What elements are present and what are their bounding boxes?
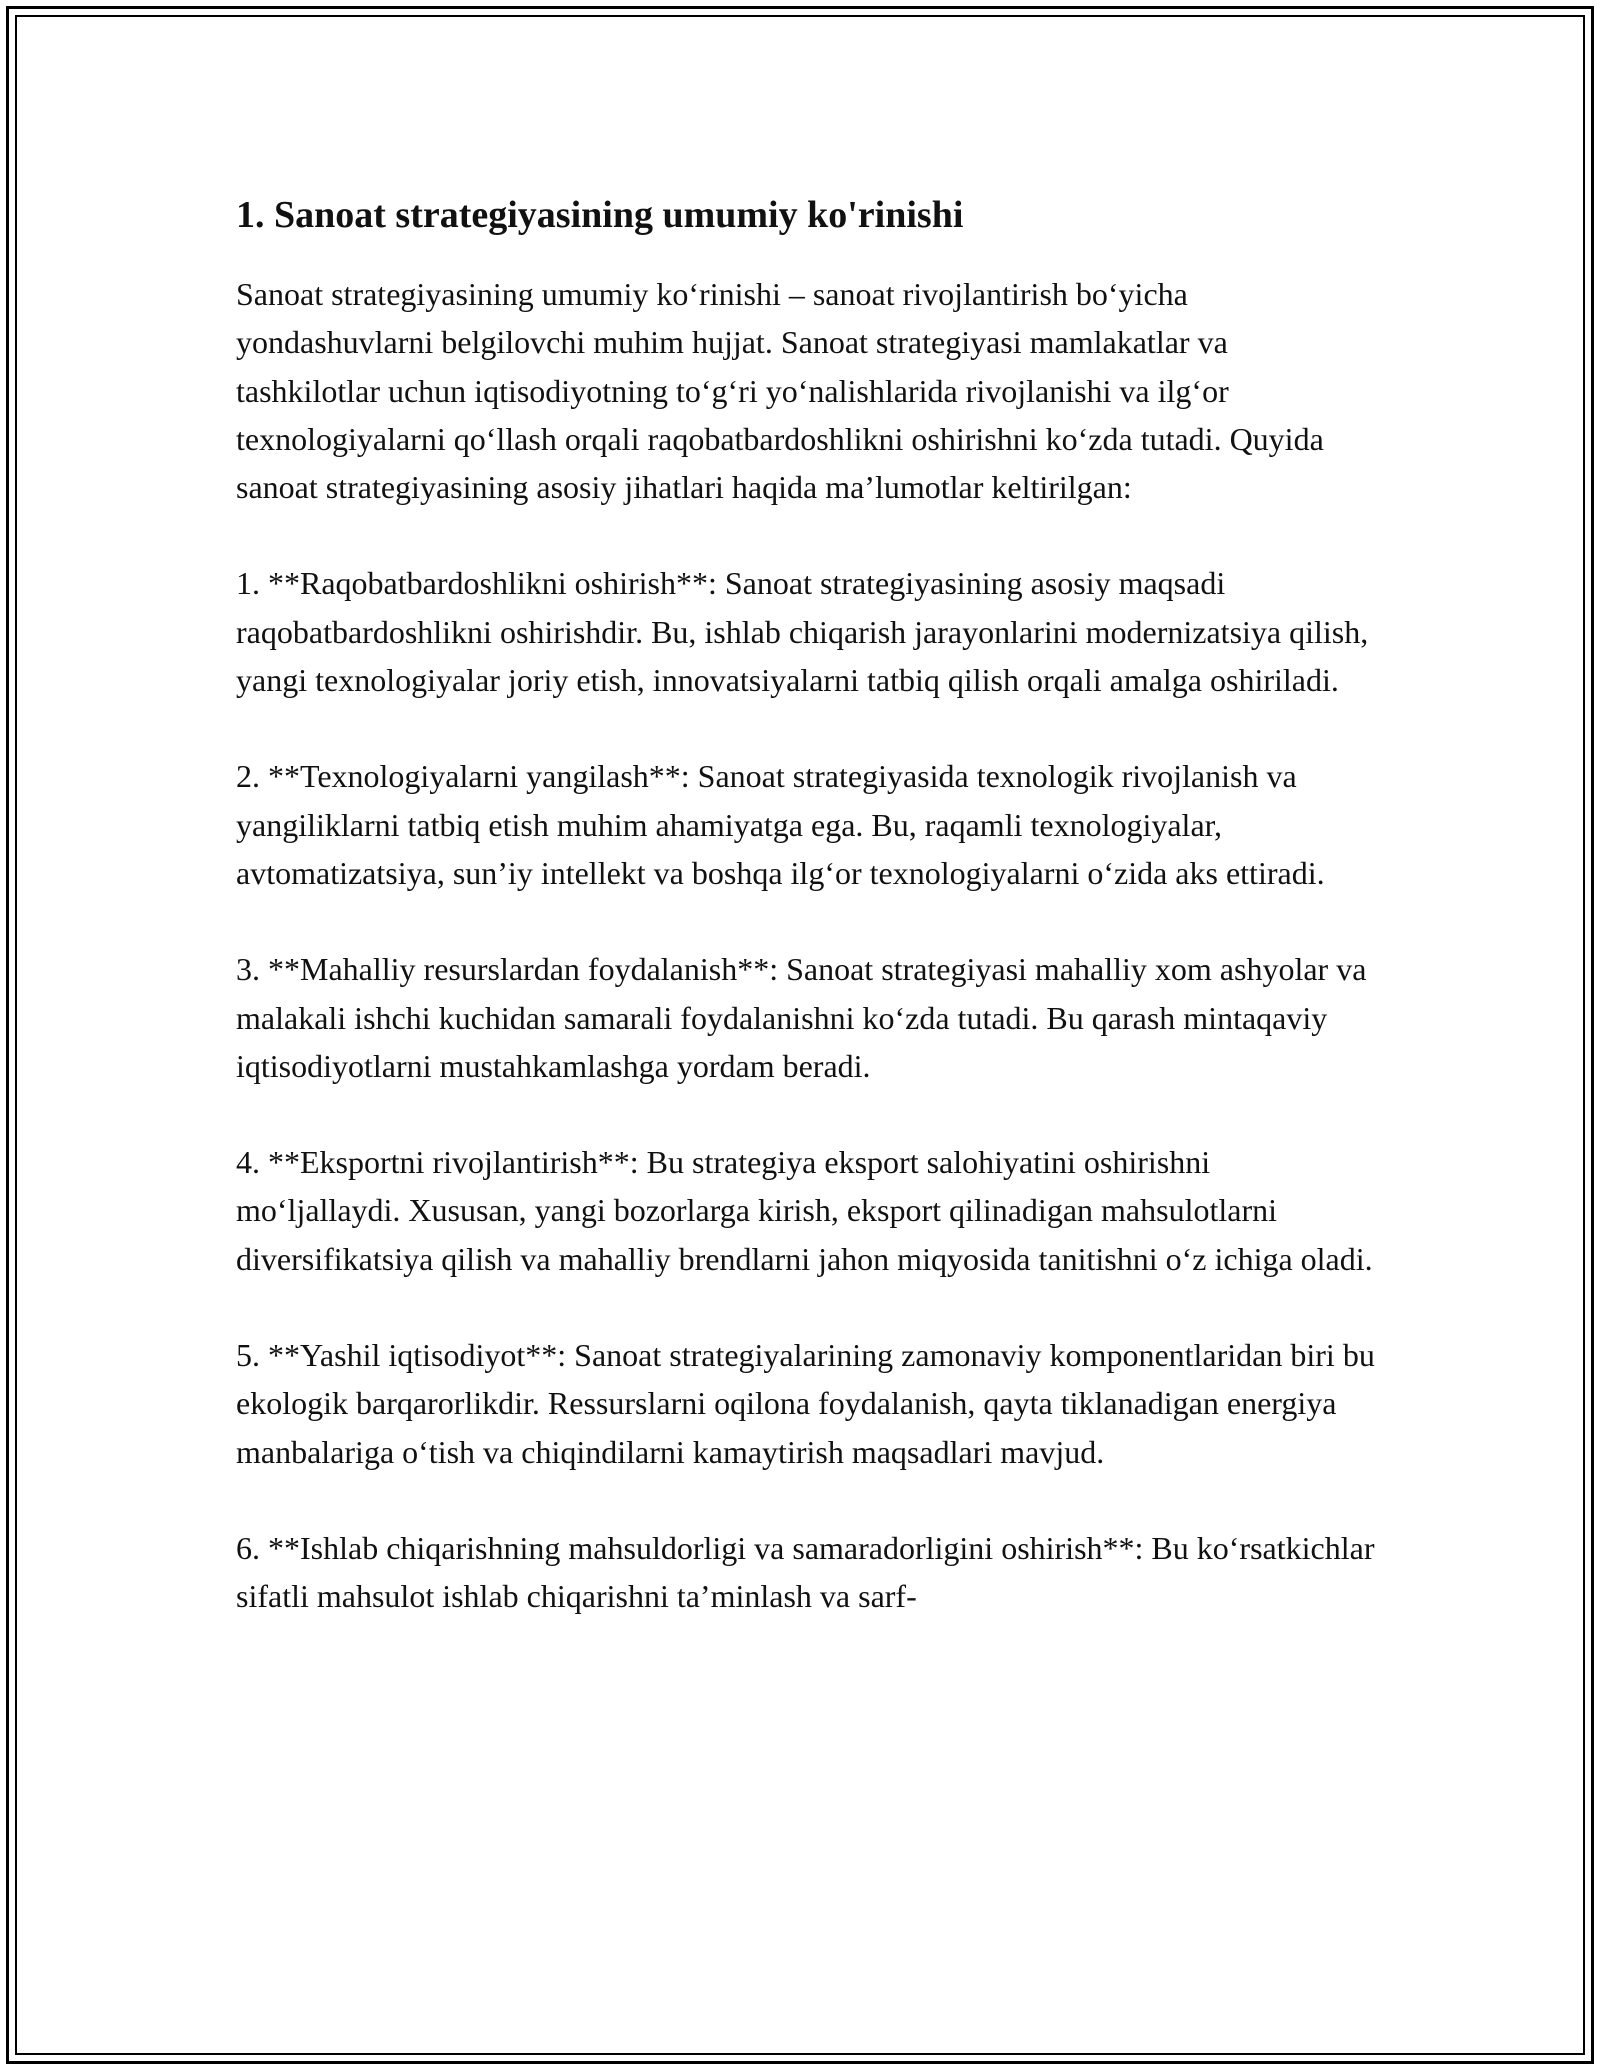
list-item-export: 4. **Eksportni rivojlantirish**: Bu strategiya eksport salohiyatini oshirishni mo‘ljallaydi. Xususan, yangi bozorlarga kirish, eksport qilinadigan mahsulotlarni diversifikatsiya qilish va mahalliy brendlarni jahon miqyosida tanitishni o‘z ichiga oladi.: [236, 1144, 1373, 1277]
list-item-productivity: 6. **Ishlab chiqarishning mahsuldorligi va samaradorligini oshirish**: Bu ko‘rsatkichlar sifatli mahsulot ishlab chiqarishni ta’minlash va sarf-: [236, 1529, 1375, 1615]
document-body: [236, 186, 1376, 1669]
page-title: 1. Sanoat strategiyasining umumiy ko'rinishi: [236, 194, 964, 236]
list-item-local-resources: 3. **Mahalliy resurslardan foydalanish**: Sanoat strategiyasi mahalliy xom ashyolar va malakali ishchi kuchidan samarali foydalanishni ko‘zda tutadi. Bu qarash mintaqaviy iqtisodiyotlarni mustahkamlashga yordam beradi.: [236, 951, 1367, 1084]
intro-paragraph: Sanoat strategiyasining umumiy ko‘rinishi – sanoat rivojlantirish bo‘yicha yondashuvlarni belgilovchi muhim hujjat. Sanoat strategiyasi mamlakatlar va tashkilotlar uchun iqtisodiyotning to‘g‘ri yo‘nalishlarida rivojlanishi va ilg‘or texnologiyalarni qo‘llash orqali raqobatbardoshlikni oshirishni ko‘zda tutadi. Quyida sanoat strategiyasining asosiy jihatlari haqida ma’lumotlar keltirilgan:: [236, 276, 1324, 506]
list-item-competitiveness: 1. **Raqobatbardoshlikni oshirish**: Sanoat strategiyasining asosiy maqsadi raqobatbardoshlikni oshirishdir. Bu, ishlab chiqarish jarayonlarini modernizatsiya qilish, yangi texnologiyalar joriy etish, innovatsiyalarni tatbiq qilish orqali amalga oshiriladi.: [236, 565, 1369, 699]
list-item-green-economy: 5. **Yashil iqtisodiyot**: Sanoat strategiyalarining zamonaviy komponentlaridan biri bu ekologik barqarorlikdir. Ressurslarni oqilona foydalanish, qayta tiklanadigan energiya manbalariga o‘tish va chiqindilarni kamaytirish maqsadlari mavjud.: [236, 1337, 1375, 1470]
list-item-technology: 2. **Texnologiyalarni yangilash**: Sanoat strategiyasida texnologik rivojlanish va yangiliklarni tatbiq etish muhim ahamiyatga ega. Bu, raqamli texnologiyalar, avtomatizatsiya, sun’iy intellekt va boshqa ilg‘or texnologiyalarni o‘zida aks ettiradi.: [236, 758, 1325, 891]
